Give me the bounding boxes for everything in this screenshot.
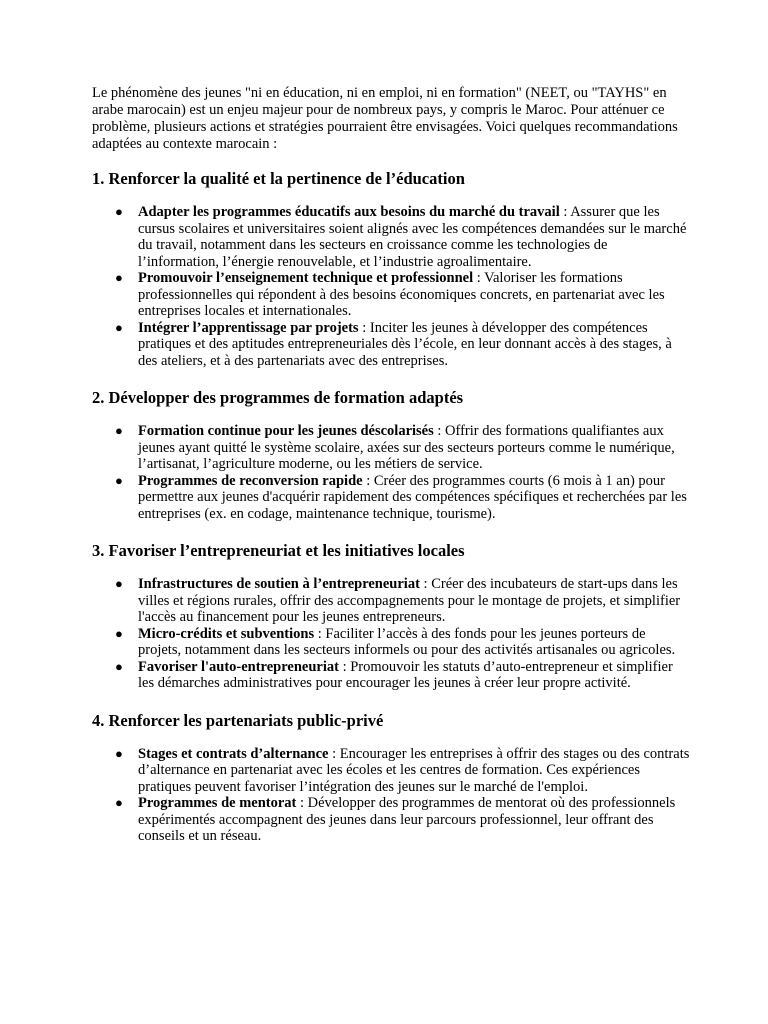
- section-heading-3: 3. Favoriser l’entrepreneuriat et les initiatives locales: [92, 541, 465, 560]
- bullet-icon: ●: [115, 745, 123, 761]
- list-item: [115, 576, 692, 626]
- bullet-icon: ●: [115, 319, 123, 335]
- bullet-icon: ●: [115, 204, 123, 219]
- section-list-4: [92, 746, 692, 845]
- item-text: : Assurer que les cursus scolaires et universitaires soient alignés avec les compétences demandées sur le marché du travail, notamment dans les secteurs en croissance comme les technologies de l’information, l’énergie renouvelable, et l’industrie agroalimentaire.: [138, 204, 687, 270]
- bullet-icon: ●: [115, 423, 123, 438]
- item-text: : Créer des incubateurs de start-ups dans les villes et régions rurales, offrir des accompagnements pour le montage de projets, et simplifier l'accès au financement pour les jeunes entrepreneurs.: [138, 576, 681, 625]
- bullet-icon: ●: [115, 472, 123, 488]
- list-item: [115, 270, 692, 320]
- list-item: [115, 625, 692, 659]
- item-term: Formation continue pour les jeunes déscolarisés: [138, 423, 434, 439]
- list-item: [115, 745, 692, 796]
- bullet-icon: ●: [115, 576, 123, 591]
- list-item: [115, 658, 692, 692]
- list-item: [115, 795, 692, 845]
- list-item: [115, 472, 692, 523]
- bullet-icon: ●: [115, 795, 123, 810]
- item-text: : Offrir des formations qualifiantes aux jeunes ayant quitté le système scolaire, axées sur des secteurs porteurs comme le numérique, l’artisanat, l’agriculture moderne, ou les métiers de service.: [138, 423, 675, 472]
- item-text: : Développer des programmes de mentorat où des professionnels expérimentés accompagnent des jeunes dans leur parcours professionnel, leur offrant des conseils et un réseau.: [138, 795, 676, 844]
- item-term: Intégrer l’apprentissage par projets: [138, 319, 359, 336]
- item-text: : Faciliter l’accès à des fonds pour les jeunes porteurs de projets, notamment dans les secteurs informels ou pour des activités artisanales ou agricoles.: [138, 625, 676, 658]
- section-heading-2: 2. Développer des programmes de formation adaptés: [92, 388, 464, 407]
- item-text: : Créer des programmes courts (6 mois à 1 an) pour permettre aux jeunes d'acquérir rapidement des compétences spécifiques et recherchées par les entreprises (ex. en codage, maintenance technique, tourisme).: [138, 472, 687, 522]
- item-text: : Encourager les entreprises à offrir des stages ou des contrats d’alternance en partenariat avec les écoles et les centres de formation. Ces expériences pratiques peuvent favoriser l’intégration des jeunes sur le marché de l'emploi.: [138, 745, 690, 795]
- item-term: Promouvoir l’enseignement technique et professionnel: [138, 270, 474, 286]
- item-text: : Valoriser les formations professionnelles qui répondent à des besoins économiques concrets, en partenariat avec les entreprises locales et internationales.: [138, 270, 665, 319]
- item-term: Favoriser l'auto-entrepreneuriat: [138, 658, 339, 675]
- item-text: : Promouvoir les statuts d’auto-entrepreneur et simplifier les démarches administratives pour encourager les jeunes à créer leur propre activité.: [138, 658, 673, 691]
- section-heading-4: 4. Renforcer les partenariats public-privé: [92, 710, 384, 730]
- bullet-icon: ●: [115, 270, 123, 285]
- document-page: [92, 85, 692, 864]
- item-term: Infrastructures de soutien à l’entrepreneuriat: [138, 576, 420, 592]
- item-term: Stages et contrats d’alternance: [138, 745, 329, 762]
- section-list-2: [92, 423, 692, 522]
- section-list-1: [92, 204, 692, 369]
- intro-paragraph: Le phénomène des jeunes "ni en éducation, ni en emploi, ni en formation" (NEET, ou "TAYHS" en arabe marocain) est un enjeu majeur pour de nombreux pays, y compris le Maroc. Pour atténuer ce problème, plusieurs actions et stratégies pourraient être envisagées. Voici quelques recommandations adaptées au contexte marocain :: [92, 85, 678, 152]
- list-item: [115, 204, 692, 270]
- item-term: Adapter les programmes éducatifs aux besoins du marché du travail: [138, 204, 560, 220]
- bullet-icon: ●: [115, 625, 123, 641]
- item-text: : Inciter les jeunes à développer des compétences pratiques et des aptitudes entrepreneuriales dès l’école, en leur donnant accès à des stages, à des ateliers, et à des partenariats avec des entreprises.: [138, 319, 672, 369]
- list-item: [115, 319, 692, 370]
- item-term: Programmes de reconversion rapide: [138, 472, 363, 489]
- section-heading-1: 1. Renforcer la qualité et la pertinence de l’éducation: [92, 169, 465, 188]
- section-list-3: [92, 576, 692, 692]
- item-term: Programmes de mentorat: [138, 795, 297, 811]
- bullet-icon: ●: [115, 658, 123, 674]
- item-term: Micro-crédits et subventions: [138, 625, 315, 642]
- list-item: [115, 423, 692, 473]
